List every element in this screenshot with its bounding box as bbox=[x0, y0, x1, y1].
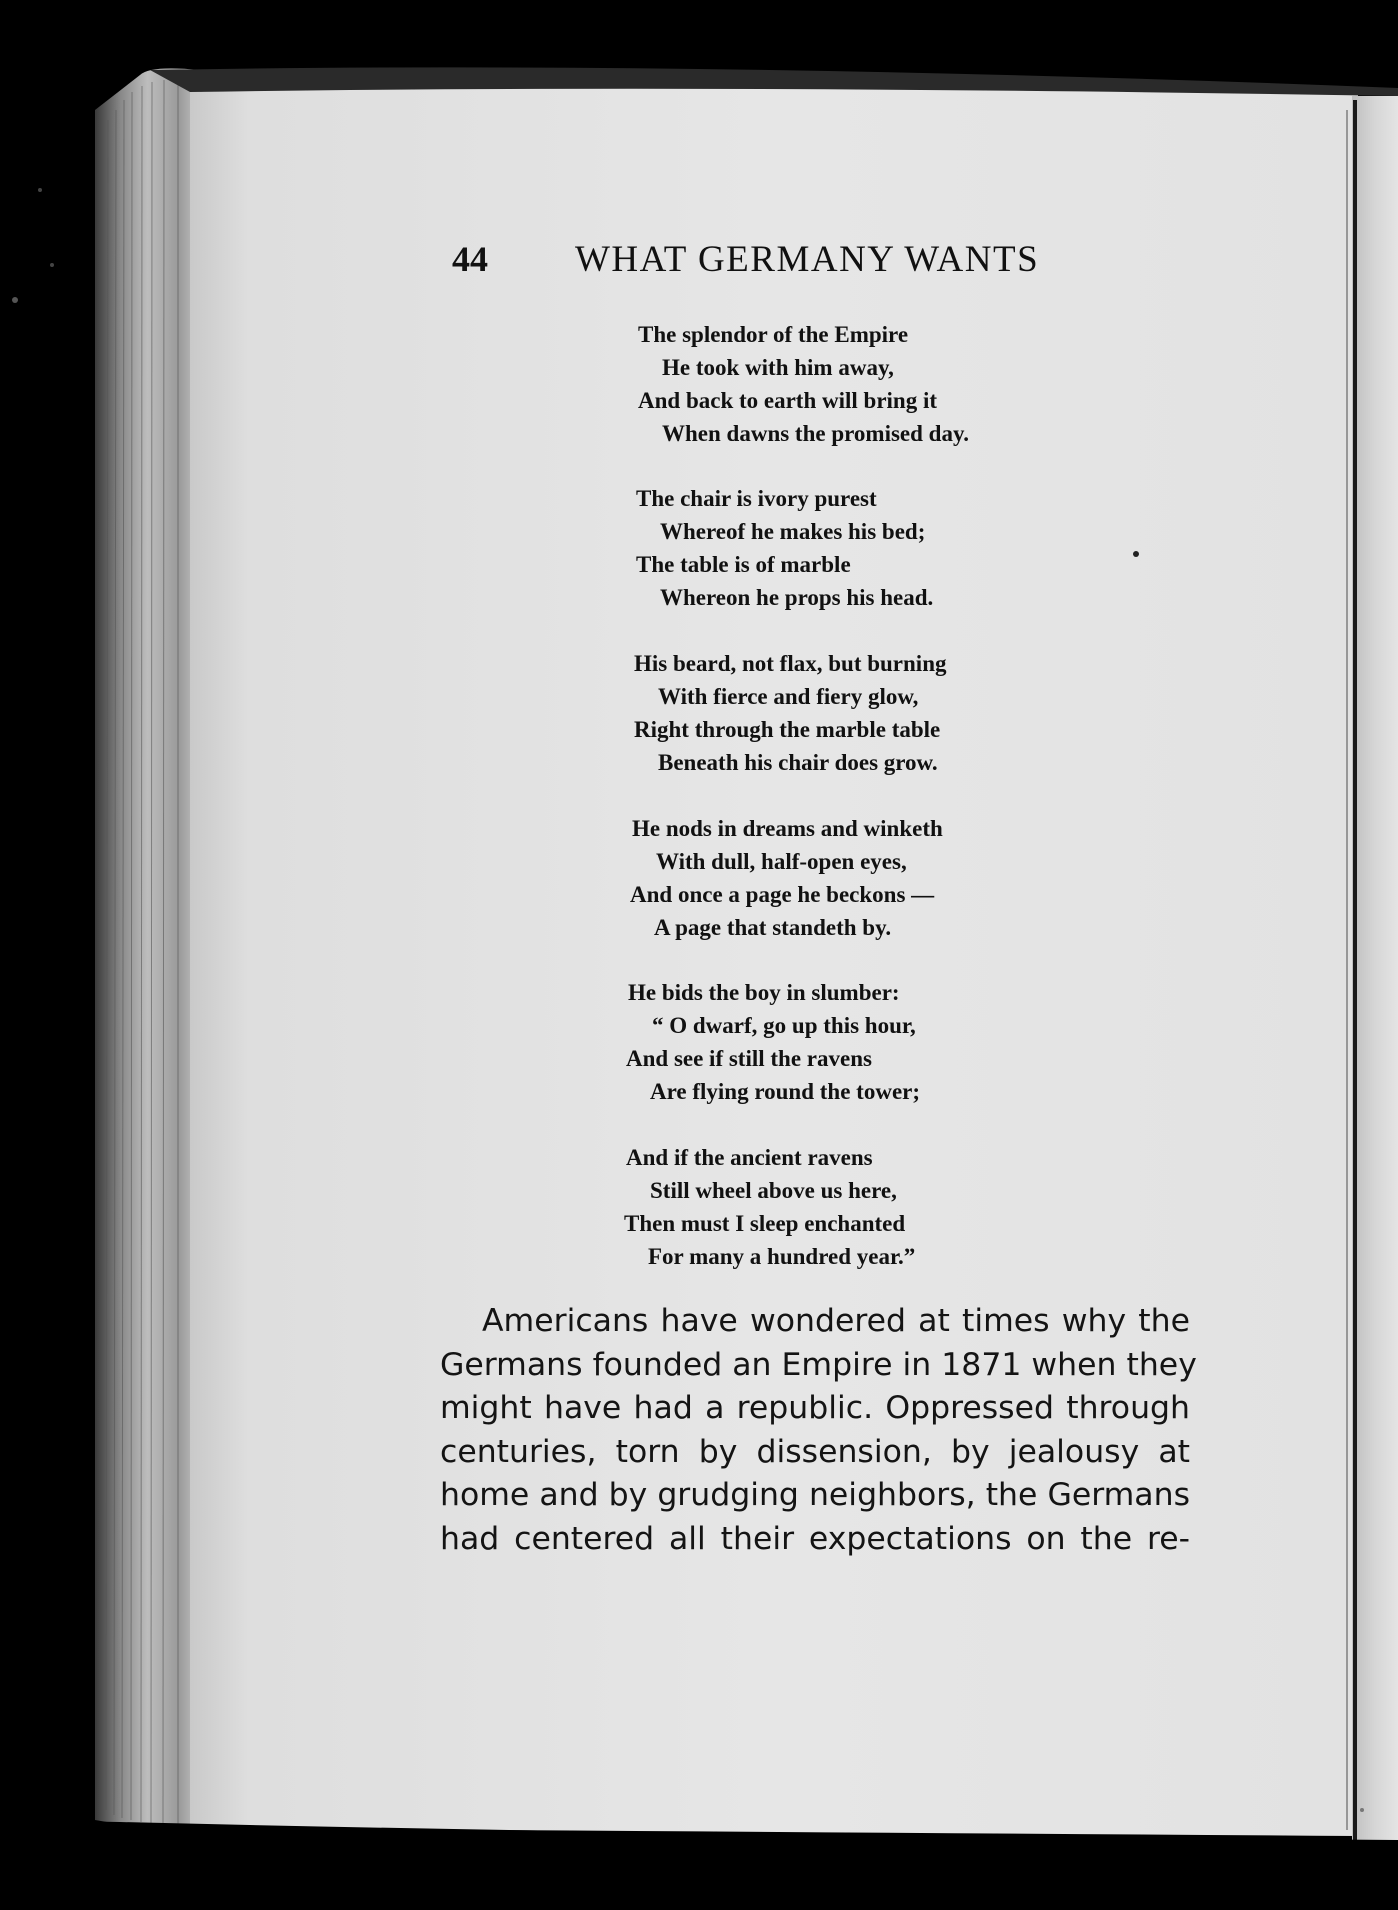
prose-line: Germans founded an Empire in 1871 when they bbox=[440, 1346, 1197, 1383]
poem-line: For many a hundred year.” bbox=[648, 1244, 916, 1269]
poem-line: A page that standeth by. bbox=[654, 915, 892, 940]
poem-line: Right through the marble table bbox=[634, 717, 941, 742]
prose-line: might have had a republic. Oppressed through bbox=[440, 1390, 1190, 1426]
prose-line: had centered all their expectations on the re- bbox=[440, 1520, 1190, 1557]
poem-line: With fierce and fiery glow, bbox=[658, 684, 919, 709]
poem-line: He bids the boy in slumber: bbox=[628, 980, 900, 1005]
poem-line: And see if still the ravens bbox=[626, 1046, 872, 1071]
prose-line: Americans have wondered at times why the bbox=[482, 1303, 1190, 1339]
poem-line: Are flying round the tower; bbox=[650, 1079, 921, 1104]
poem-line: He nods in dreams and winketh bbox=[632, 816, 943, 841]
poem-line: When dawns the promised day. bbox=[662, 421, 969, 446]
prose-line: centuries, torn by dissension, by jealousy at bbox=[440, 1433, 1190, 1470]
poem-line: And back to earth will bring it bbox=[638, 388, 938, 413]
prose-paragraph bbox=[440, 1300, 1197, 1561]
prose-line: home and by grudging neighbors, the Germans bbox=[440, 1477, 1190, 1513]
running-head: WHAT GERMANY WANTS bbox=[575, 239, 1040, 280]
poem-line: The table is of marble bbox=[636, 552, 851, 577]
poem-line: Whereof he makes his bed; bbox=[660, 519, 926, 544]
poem-line: Then must I sleep enchanted bbox=[624, 1211, 906, 1236]
poem-line: Still wheel above us here, bbox=[650, 1178, 897, 1203]
page-number: 44 bbox=[452, 239, 488, 279]
poem-line: “ O dwarf, go up this hour, bbox=[652, 1013, 916, 1038]
poem-line: The chair is ivory purest bbox=[636, 486, 877, 511]
poem-line: His beard, not flax, but burning bbox=[634, 651, 947, 676]
poem-line: With dull, half-open eyes, bbox=[656, 849, 907, 874]
poem-line: Beneath his chair does grow. bbox=[658, 750, 938, 775]
poem-line: And if the ancient ravens bbox=[626, 1145, 873, 1170]
poem-line: And once a page he beckons — bbox=[630, 882, 935, 907]
poem-line: He took with him away, bbox=[662, 355, 894, 380]
poem-line: Whereon he props his head. bbox=[660, 585, 934, 610]
ink-speck bbox=[1133, 551, 1139, 557]
poem-line: The splendor of the Empire bbox=[638, 322, 909, 347]
